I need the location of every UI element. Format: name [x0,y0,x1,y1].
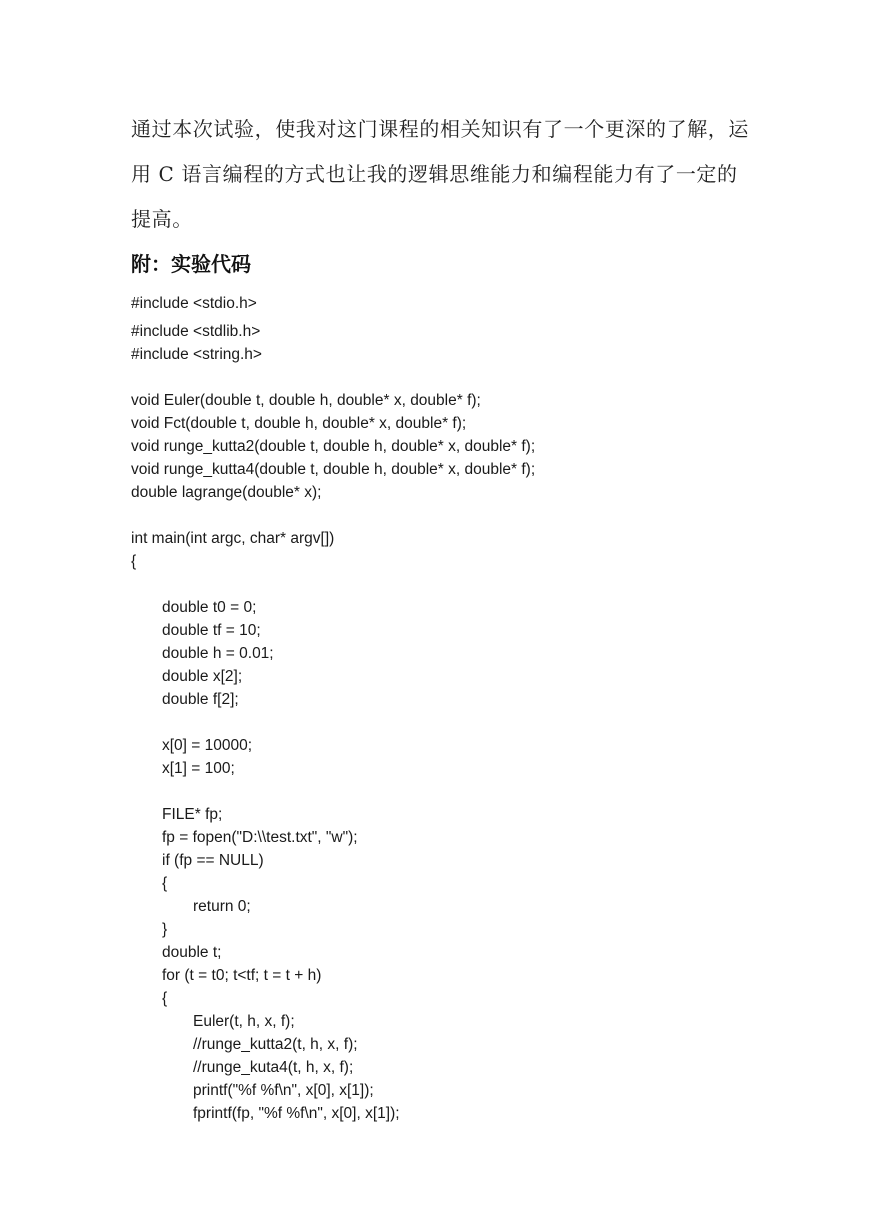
code-block [131,292,831,1125]
code-line: fp = fopen("D:\\test.txt", "w"); [162,829,358,846]
code-line: void Euler(double t, double h, double* x, double* f); [131,392,481,409]
code-blank-line [131,366,831,389]
section-heading: 附：实验代码 [131,252,251,276]
intro-line: 通过本次试验，使我对这门课程的相关知识有了一个更深的了解，运 [131,117,749,141]
code-line: double x[2]; [162,668,243,685]
code-line: double lagrange(double* x); [131,484,322,501]
code-line: double tf = 10; [162,622,261,639]
code-line: x[1] = 100; [162,760,235,777]
code-line: int main(int argc, char* argv[]) [131,530,335,547]
code-blank-line [131,711,831,734]
code-line: void runge_kutta2(double t, double h, double* x, double* f); [131,438,536,455]
code-line: //runge_kutta2(t, h, x, f); [193,1036,358,1053]
code-line: void Fct(double t, double h, double* x, double* f); [131,415,467,432]
code-line: if (fp == NULL) [162,852,264,869]
code-line: double h = 0.01; [162,645,274,662]
intro-line: 用 C 语言编程的方式也让我的逻辑思维能力和编程能力有了一定的 [131,162,738,186]
code-blank-line [131,780,831,803]
code-line: #include <stdio.h> [131,295,257,312]
code-line: double f[2]; [162,691,239,708]
code-line: printf("%f %f\n", x[0], x[1]); [193,1082,374,1099]
code-line: for (t = t0; t<tf; t = t + h) [162,967,322,984]
code-blank-line [131,573,831,596]
code-line: { [131,553,137,570]
code-line: double t0 = 0; [162,599,257,616]
code-line: x[0] = 10000; [162,737,253,754]
code-line: return 0; [193,898,251,915]
code-line: fprintf(fp, "%f %f\n", x[0], x[1]); [193,1105,400,1122]
code-line: void runge_kutta4(double t, double h, double* x, double* f); [131,461,536,478]
intro-paragraph [131,110,751,245]
code-line: //runge_kuta4(t, h, x, f); [193,1059,354,1076]
code-line: } [162,921,168,938]
code-line: { [162,875,168,892]
code-line: double t; [162,944,222,961]
code-line: #include <string.h> [131,346,262,363]
code-blank-line [131,504,831,527]
code-line: FILE* fp; [162,806,223,823]
intro-line: 提高。 [131,207,193,231]
code-line: Euler(t, h, x, f); [193,1013,295,1030]
code-line: #include <stdlib.h> [131,323,261,340]
code-line: { [162,990,168,1007]
